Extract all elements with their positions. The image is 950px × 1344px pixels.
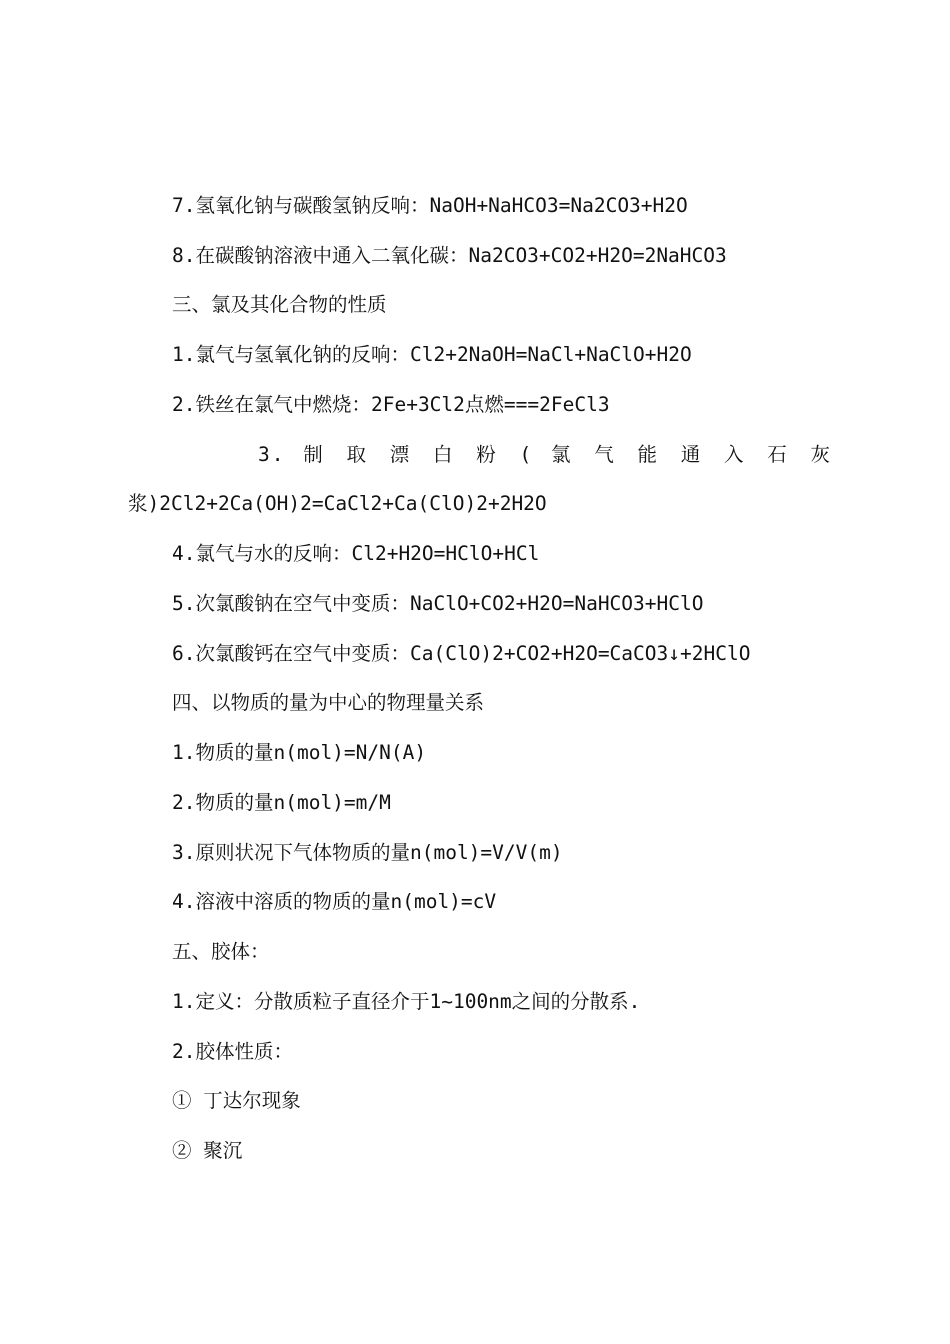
text-line-caclo2-air: 6.次氯酸钙在空气中变质：Ca(ClO)2+CO2+H2O=CaCO3↓+2HClO: [172, 642, 751, 665]
text-line-cl2-naoh: 1.氯气与氢氧化钠的反响：Cl2+2NaOH=NaCl+NaClO+H2O: [172, 343, 692, 366]
text-line-n-avogadro: 1.物质的量n(mol)=N/N(A): [172, 741, 427, 764]
text-line-naoh-nahco3: 7.氢氧化钠与碳酸氢钠反响：NaOH+NaHCO3=Na2CO3+H2O: [172, 194, 688, 217]
section-heading-amount-of-substance: 四、以物质的量为中心的物理量关系: [172, 691, 485, 714]
text-line-n-gas-volume: 3.原则状况下气体物质的量n(mol)=V/V(m): [172, 841, 563, 864]
text-line-fe-cl2: 2.铁丝在氯气中燃烧：2Fe+3Cl2点燃===2FeCl3: [172, 393, 610, 416]
text-line-cl2-water: 4.氯气与水的反响：Cl2+H2O=HClO+HCl: [172, 542, 540, 565]
text-line-bleach-powder-continued: 浆)2Cl2+2Ca(OH)2=CaCl2+Ca(ClO)2+2H2O: [128, 492, 547, 515]
text-line-bleach-powder: 3. 制 取 漂 白 粉 ( 氯 气 能 通 入 石 灰: [258, 443, 832, 466]
section-heading-chlorine: 三、氯及其化合物的性质: [172, 293, 387, 316]
text-line-naclo-air: 5.次氯酸钠在空气中变质：NaClO+CO2+H2O=NaHCO3+HClO: [172, 592, 704, 615]
text-line-n-mass: 2.物质的量n(mol)=m/M: [172, 791, 391, 814]
section-heading-colloid: 五、胶体：: [172, 940, 270, 963]
list-item-tyndall-effect: ① 丁达尔现象: [172, 1089, 301, 1112]
text-line-na2co3-co2: 8.在碳酸钠溶液中通入二氧化碳：Na2CO3+CO2+H2O=2NaHCO3: [172, 244, 727, 267]
list-item-coagulation: ② 聚沉: [172, 1139, 243, 1162]
text-line-colloid-properties: 2.胶体性质：: [172, 1040, 293, 1063]
text-line-colloid-definition: 1.定义：分散质粒子直径介于1~100nm之间的分散系.: [172, 990, 641, 1013]
text-line-n-solution: 4.溶液中溶质的物质的量n(mol)=cV: [172, 890, 497, 913]
